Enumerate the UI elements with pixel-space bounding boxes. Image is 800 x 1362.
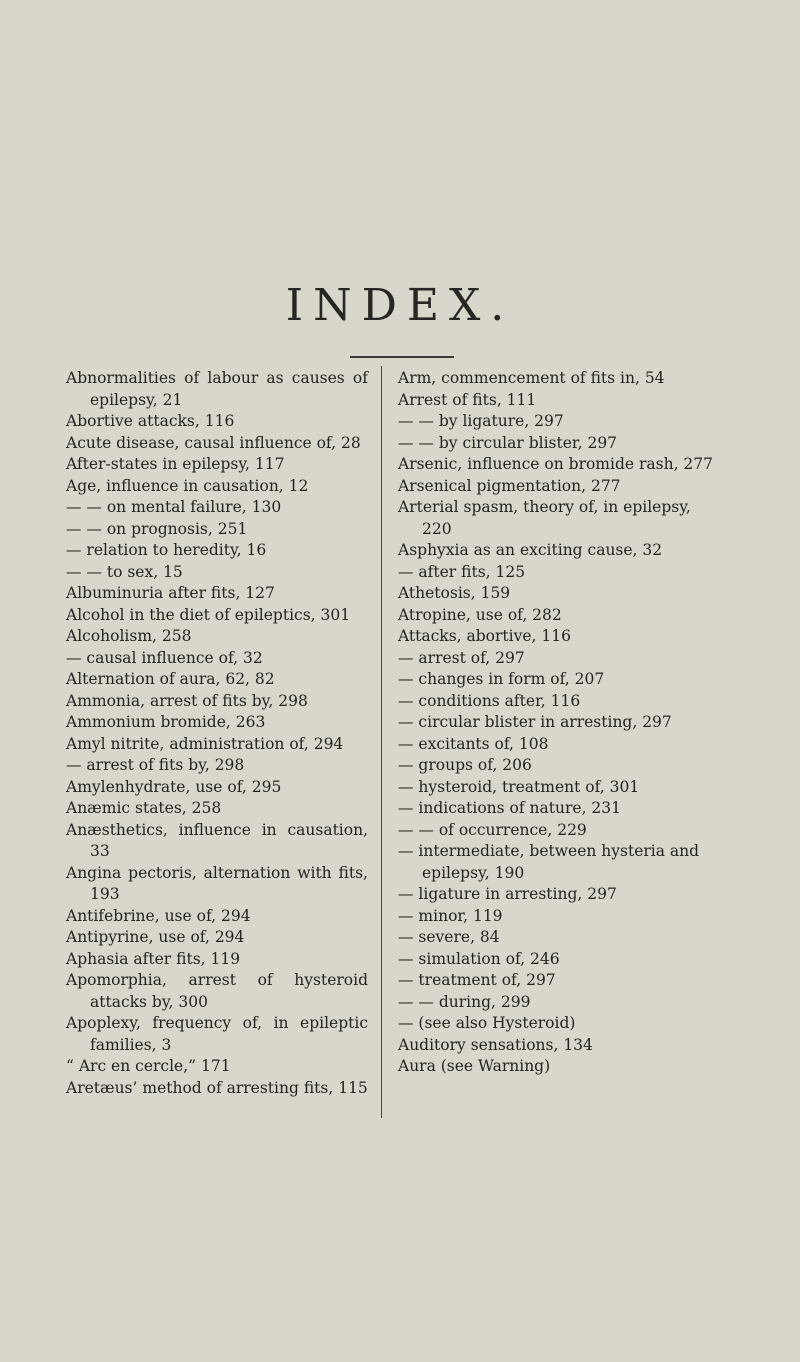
index-entry: — simulation of, 246 xyxy=(398,949,560,968)
index-entry: Albuminuria after fits, 127 xyxy=(66,584,275,602)
index-entry: Athetosis, 159 xyxy=(398,584,511,602)
index-entry: — arrest of fits by, 298 xyxy=(66,756,245,774)
index-entry: Asphyxia as an exciting cause, 32 xyxy=(398,541,663,559)
index-entry: — intermediate, between hysteria and epilepsy, 190 xyxy=(398,842,700,882)
index-entry: — after fits, 125 xyxy=(398,562,526,581)
index-entry: Age, influence in causation, 12 xyxy=(66,476,309,495)
index-entry: Arrest of fits, 111 xyxy=(398,390,537,409)
index-column-left xyxy=(66,368,368,1099)
index-entry: Acute disease, causal influence of, 28 xyxy=(66,433,361,452)
index-entry: — (see also Hysteroid) xyxy=(398,1014,576,1032)
index-entry: Aphasia after fits, 119 xyxy=(66,949,241,968)
index-entry: Arterial spasm, theory of, in epilepsy, 220 xyxy=(398,498,691,538)
index-entry: — — during, 299 xyxy=(398,992,531,1011)
index-entry: Antifebrine, use of, 294 xyxy=(66,906,251,925)
index-entry: — — on mental failure, 130 xyxy=(66,498,282,516)
index-entry: Attacks, abortive, 116 xyxy=(398,627,571,645)
index-entry: — arrest of, 297 xyxy=(398,648,525,667)
index-entry: Amyl nitrite, administration of, 294 xyxy=(66,734,344,753)
index-entry: Alcoholism, 258 xyxy=(66,627,192,645)
index-entry: — — on prognosis, 251 xyxy=(66,519,248,538)
index-entry: Anæsthetics, influence in causation, 33 xyxy=(66,820,368,860)
index-entry: Alcohol in the diet of epileptics, 301 xyxy=(66,605,351,624)
index-entry: — relation to heredity, 16 xyxy=(66,541,267,559)
index-entry: — hysteroid, treatment of, 301 xyxy=(398,777,640,796)
index-entry: — causal influence of, 32 xyxy=(66,648,263,667)
index-column-right xyxy=(398,368,724,1078)
page-title: INDEX. xyxy=(285,280,515,331)
index-entry: — — by circular blister, 297 xyxy=(398,433,618,452)
index-entry: — — of occurrence, 229 xyxy=(398,820,587,839)
index-entry: — indications of nature, 231 xyxy=(398,799,622,817)
index-entry: Apoplexy, frequency of, in epileptic families, 3 xyxy=(66,1014,368,1054)
title-rule xyxy=(350,356,454,358)
index-entry: Arsenical pigmentation, 277 xyxy=(398,476,621,495)
index-entry: — excitants of, 108 xyxy=(398,734,549,753)
index-entry: Abortive attacks, 116 xyxy=(66,412,235,430)
index-entry: Ammonium bromide, 263 xyxy=(66,713,266,731)
index-entry: — — to sex, 15 xyxy=(66,562,183,581)
index-entry: Apomorphia, arrest of hysteroid attacks by, 300 xyxy=(66,971,368,1011)
index-entry: Atropine, use of, 282 xyxy=(398,605,562,624)
index-entry: — minor, 119 xyxy=(398,906,503,925)
index-entry: — groups of, 206 xyxy=(398,756,532,774)
column-divider xyxy=(381,366,382,1118)
index-entry: Antipyrine, use of, 294 xyxy=(66,928,245,946)
index-entry: “ Arc en cercle,” 171 xyxy=(66,1057,231,1075)
index-entry: — conditions after, 116 xyxy=(398,691,581,710)
index-entry: Anæmic states, 258 xyxy=(66,799,222,817)
index-entry: — circular blister in arresting, 297 xyxy=(398,713,672,731)
index-entry: Alternation of aura, 62, 82 xyxy=(66,670,275,688)
index-entry: Arsenic, influence on bromide rash, 277 xyxy=(398,455,714,473)
index-entry: After-states in epilepsy, 117 xyxy=(66,455,285,473)
index-entry: — ligature in arresting, 297 xyxy=(398,885,617,903)
index-entry: Arm, commencement of fits in, 54 xyxy=(398,369,665,387)
index-entry: — — by ligature, 297 xyxy=(398,412,564,430)
index-entry: Ammonia, arrest of fits by, 298 xyxy=(66,691,308,710)
index-entry: Abnormalities of labour as causes of epilepsy, 21 xyxy=(66,369,368,409)
index-entry: Angina pectoris, alternation with fits, 193 xyxy=(66,863,368,903)
index-entry: Aretæus’ method of arresting fits, 115 xyxy=(66,1078,368,1097)
index-entry: Aura (see Warning) xyxy=(398,1057,551,1075)
index-entry: Auditory sensations, 134 xyxy=(398,1035,593,1054)
index-entry: — severe, 84 xyxy=(398,928,500,946)
index-entry: Amylenhydrate, use of, 295 xyxy=(66,777,282,796)
index-entry: — changes in form of, 207 xyxy=(398,670,605,688)
index-entry: — treatment of, 297 xyxy=(398,971,556,989)
